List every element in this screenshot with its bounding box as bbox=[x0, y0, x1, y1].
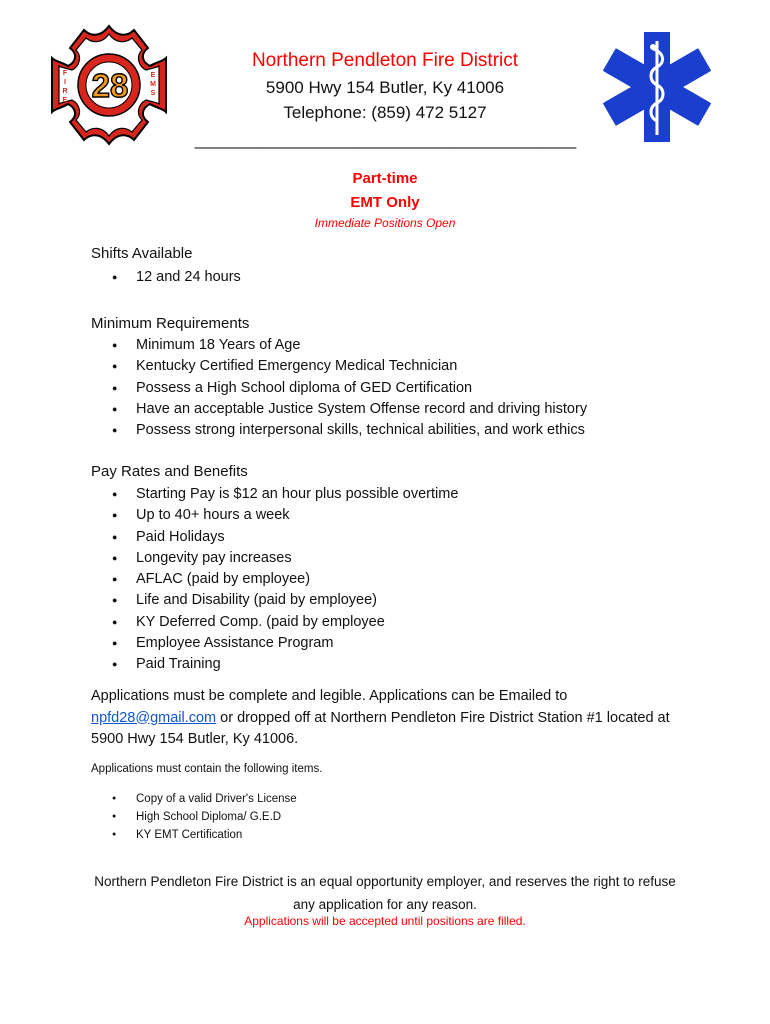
logo-number: 28 bbox=[91, 67, 129, 104]
applications-paragraph bbox=[91, 686, 691, 751]
eeo-statement: Northern Pendleton Fire District is an equal opportunity employer, and reserves the right to refuse any application for any reason. bbox=[94, 874, 676, 912]
list-item: ● Starting Pay is $12 an hour plus possible overtime bbox=[91, 484, 458, 505]
list-item: ● Possess strong interpersonal skills, technical abilities, and work ethics bbox=[91, 420, 587, 441]
logo-ems-letter-3: S bbox=[150, 90, 156, 97]
list-item: ● Up to 40+ hours a week bbox=[91, 505, 458, 526]
logo-ems-letter-2: M bbox=[150, 81, 156, 88]
list-item: ● Longevity pay increases bbox=[91, 548, 458, 569]
shifts-heading: Shifts Available bbox=[91, 245, 193, 262]
logo-bottom-text: PENDLETON bbox=[87, 120, 131, 127]
list-item: ● Copy of a valid Driver's License bbox=[91, 790, 297, 808]
header-rule: _____________________________________________ bbox=[194, 130, 576, 149]
list-item: ● Possess a High School diploma of GED Certification bbox=[91, 378, 587, 399]
applications-contain-note: Applications must contain the following items. bbox=[91, 763, 323, 775]
requirements-list bbox=[91, 335, 587, 441]
logo-fire-letter-1: F bbox=[62, 70, 68, 77]
list-item: ● Paid Holidays bbox=[91, 527, 458, 548]
list-item: ● Minimum 18 Years of Age bbox=[91, 335, 587, 356]
logo-ems-letter-1: E bbox=[150, 72, 156, 79]
list-item: ● Employee Assistance Program bbox=[91, 633, 458, 654]
list-item: ● KY Deferred Comp. (paid by employee bbox=[91, 612, 458, 633]
posting-subtitle: Immediate Positions Open bbox=[314, 216, 456, 230]
logo-fire-letter-2: I bbox=[64, 79, 66, 86]
list-item: ● Paid Training bbox=[91, 654, 458, 675]
logo-fire-letter-3: R bbox=[62, 88, 68, 95]
applications-text-start: Applications must be complete and legible. Applications can be Emailed to bbox=[91, 688, 568, 704]
email-link[interactable]: npfd28@gmail.com bbox=[91, 709, 217, 726]
posting-line-2: EMT Only bbox=[350, 194, 420, 211]
list-item: ● AFLAC (paid by employee) bbox=[91, 569, 458, 590]
list-item: ● High School Diploma/ G.E.D bbox=[91, 808, 297, 826]
pay-list bbox=[91, 484, 458, 676]
list-item: ● KY EMT Certification bbox=[91, 826, 297, 844]
logo-fire-letter-4: E bbox=[62, 97, 68, 104]
applications-text-end: or dropped off at Northern Pendleton Fire District Station #1 located at 5900 Hwy 154 Butler, Ky 41006. bbox=[91, 709, 670, 747]
posting-line-1: Part-time bbox=[352, 170, 418, 187]
pay-heading: Pay Rates and Benefits bbox=[91, 463, 248, 480]
org-telephone: Telephone: (859) 472 5127 bbox=[283, 103, 487, 122]
requirements-heading: Minimum Requirements bbox=[91, 315, 250, 332]
org-name: Northern Pendleton Fire District bbox=[251, 50, 519, 71]
shifts-list bbox=[91, 267, 241, 288]
accepted-until-note: Applications will be accepted until positions are filled. bbox=[244, 914, 526, 928]
logo-top-text: NORTHERN bbox=[86, 42, 132, 51]
list-item: ● Have an acceptable Justice System Offense record and driving history bbox=[91, 399, 587, 420]
list-item: ● Kentucky Certified Emergency Medical Technician bbox=[91, 356, 587, 377]
list-item: ● 12 and 24 hours bbox=[91, 267, 241, 288]
application-items-list bbox=[91, 790, 297, 844]
list-item: ● Life and Disability (paid by employee) bbox=[91, 590, 458, 611]
org-address: 5900 Hwy 154 Butler, Ky 41006 bbox=[265, 78, 505, 97]
